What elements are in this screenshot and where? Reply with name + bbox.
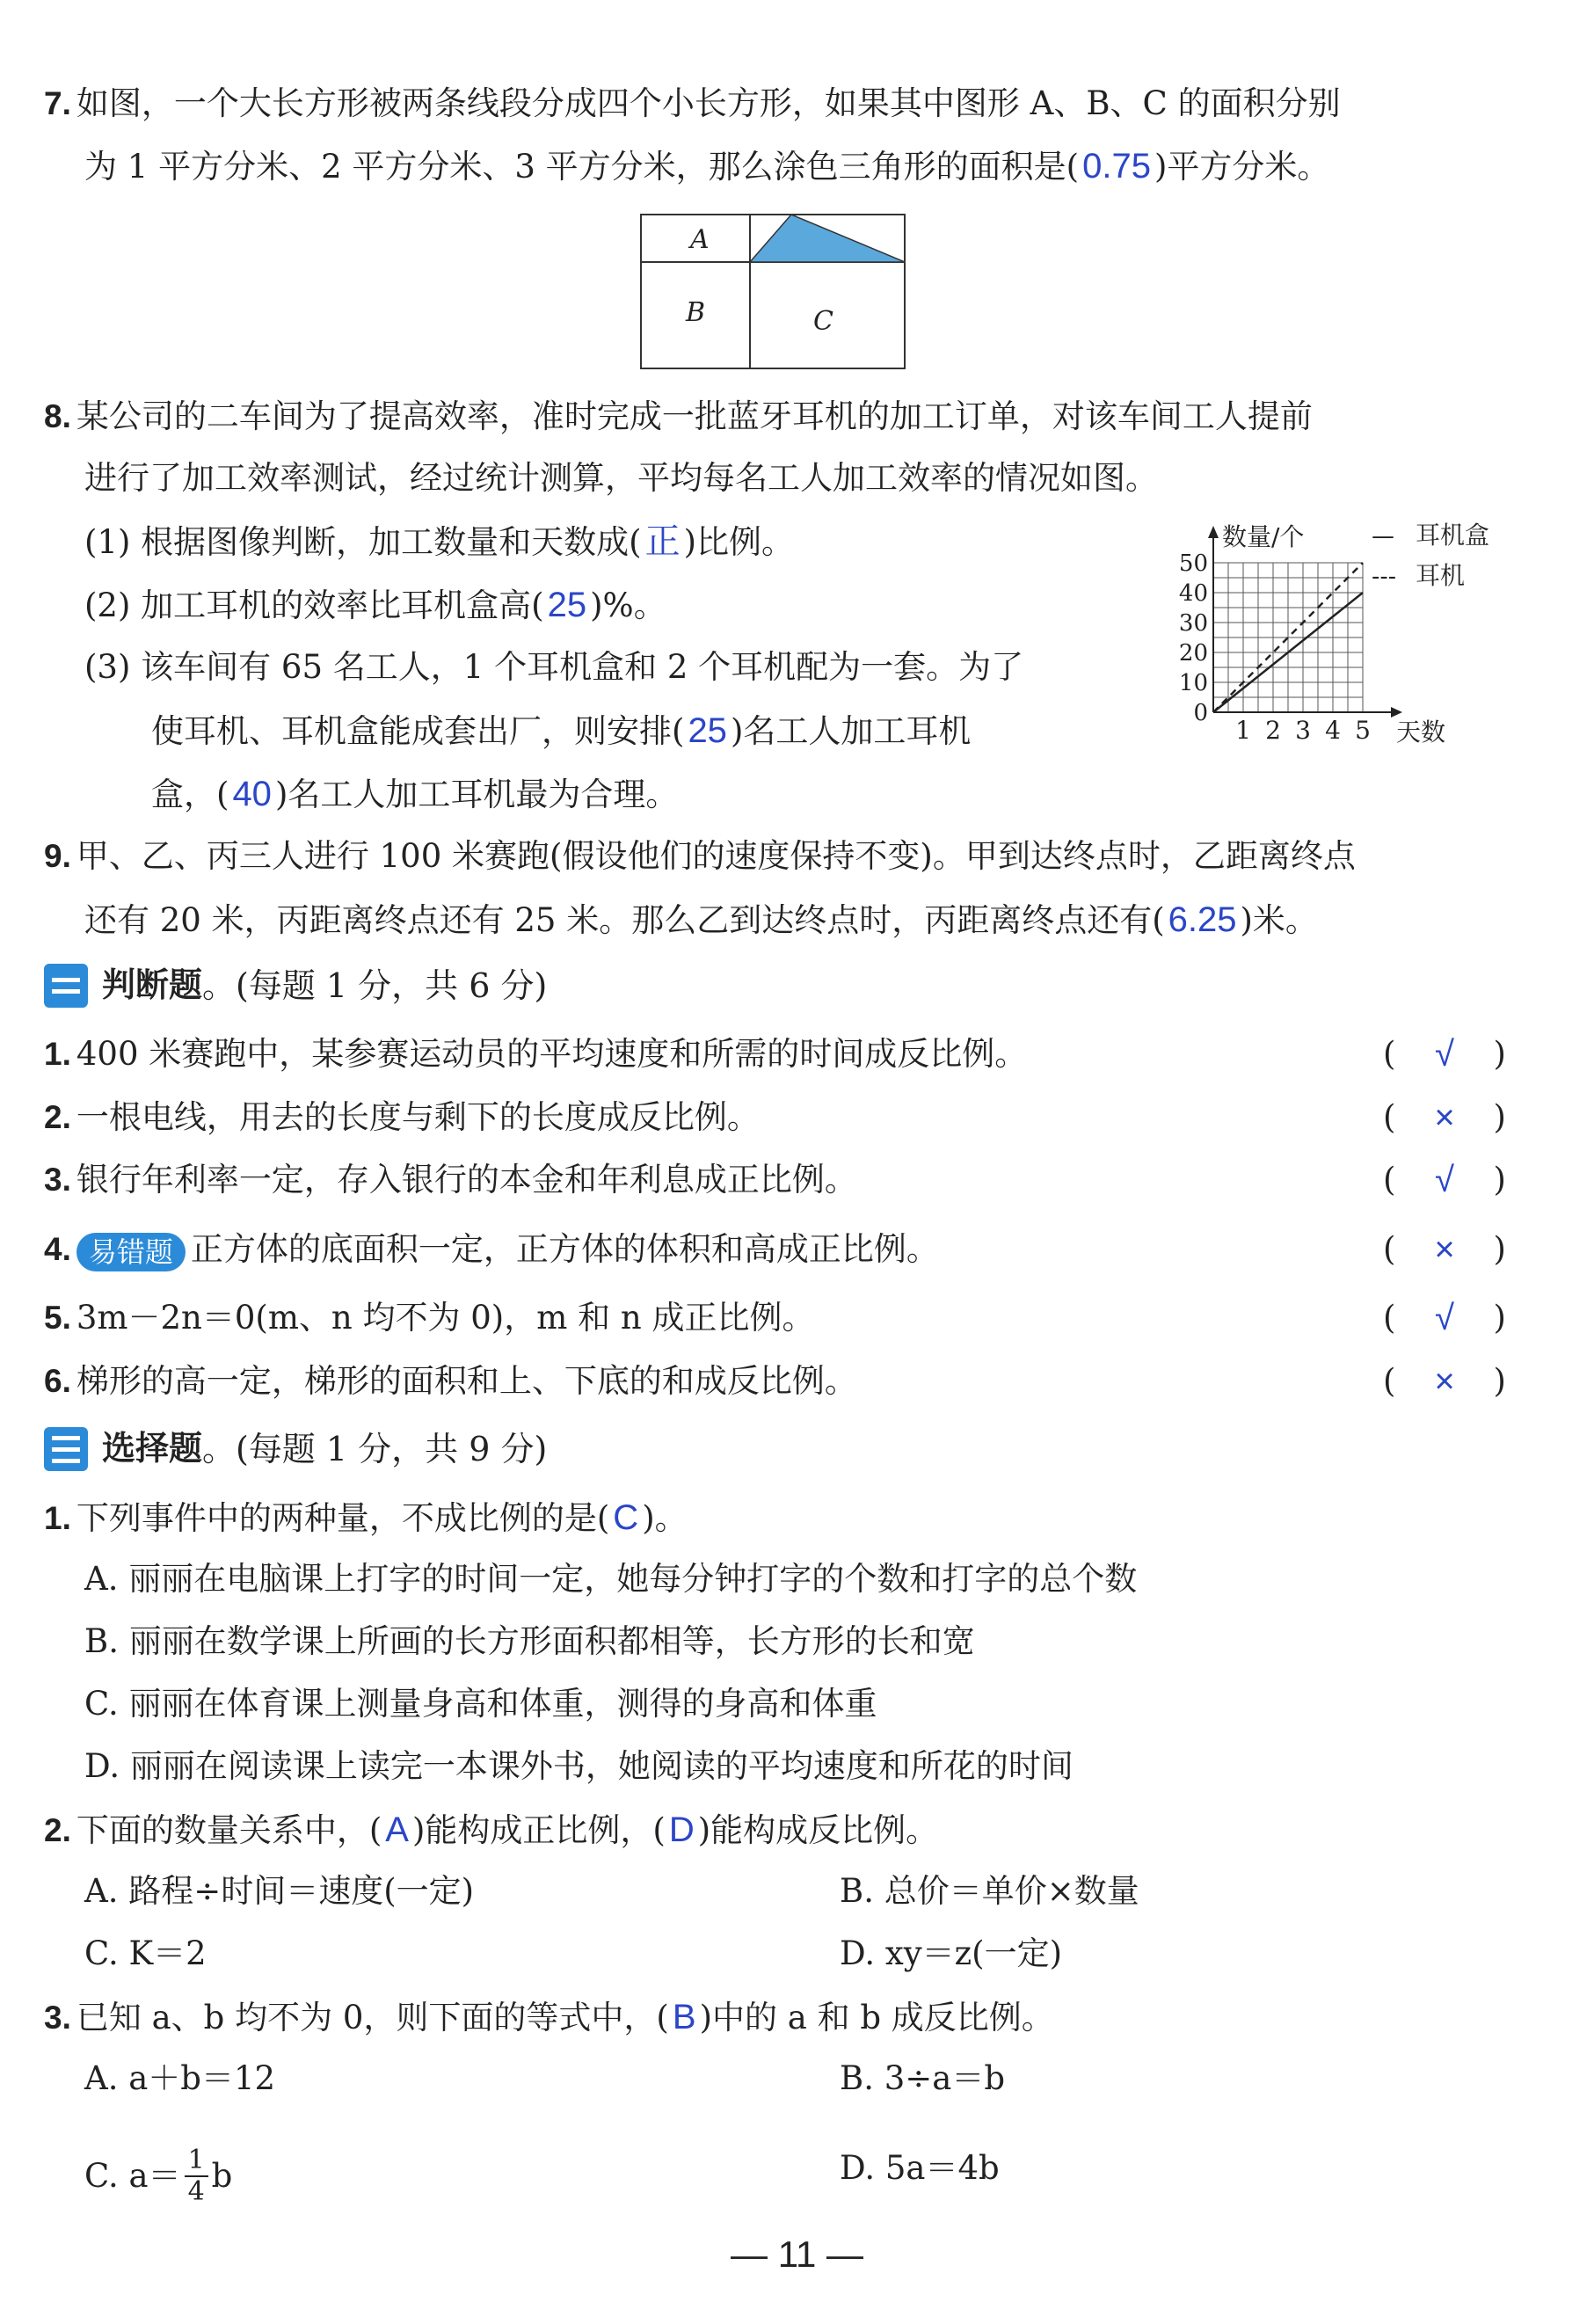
tf-answer: × xyxy=(1434,1230,1455,1269)
paren-open: ( xyxy=(1383,1098,1396,1136)
tf-text: 400 米赛跑中，某参赛运动员的平均速度和所需的时间成反比例。 xyxy=(76,1035,1028,1073)
q7-figure xyxy=(637,211,910,374)
mc-q2 xyxy=(44,1807,938,1854)
q8-line1 xyxy=(44,394,1313,440)
mc-q2-answer2: D xyxy=(668,1810,695,1849)
tf-mark-5 xyxy=(1383,1295,1506,1341)
label-a: A xyxy=(690,224,710,255)
y-axis-arrow xyxy=(1208,526,1219,538)
mc-q2-pre: 下面的数量关系中，( xyxy=(76,1811,382,1849)
q7-text-pre: 为 1 平方分米、2 平方分米、3 平方分米，那么涂色三角形的面积是( xyxy=(84,148,1080,186)
mc-q1-post: )。 xyxy=(642,1499,688,1537)
q8-p1-post: )比例。 xyxy=(683,523,795,561)
mc-num: 1. xyxy=(44,1500,71,1536)
section3-note: 。(每题 1 分，共 9 分) xyxy=(202,1430,548,1468)
mc-q1-answer: C xyxy=(613,1498,639,1537)
q8-part2 xyxy=(84,582,666,629)
mc-q2-answer1: A xyxy=(385,1810,409,1849)
tf-text: 银行年利率一定，存入银行的本金和年利息成正比例。 xyxy=(76,1161,857,1198)
tf-answer: × xyxy=(1434,1098,1455,1137)
tf-text: 3m－2n＝0(m、n 均不为 0)，m 和 n 成正比例。 xyxy=(76,1299,815,1337)
x-tick-label: 3 xyxy=(1295,716,1311,745)
error-prone-badge: 易错题 xyxy=(76,1233,186,1271)
y-tick-label: 40 xyxy=(1178,580,1208,607)
mc-num: 3. xyxy=(44,2000,71,2036)
paren-close: ) xyxy=(1493,1098,1506,1136)
tf-mark-4 xyxy=(1383,1227,1506,1272)
mc-q3-pre: 已知 a、b 均不为 0，则下面的等式中，( xyxy=(76,1999,669,2036)
tf-item-5 xyxy=(44,1295,814,1341)
q7-answer: 0.75 xyxy=(1082,147,1151,186)
q8-line2: 进行了加工效率测试，经过统计测算，平均每名工人加工效率的情况如图。 xyxy=(84,459,1158,497)
q9-pre: 还有 20 米，丙距离终点还有 25 米。那么乙到达终点时，丙距离终点还有( xyxy=(84,901,1165,939)
q8-p3-post2: )名工人加工耳机最为合理。 xyxy=(274,776,679,813)
y-axis-label: 数量/个 xyxy=(1222,522,1305,551)
y-tick-label: 30 xyxy=(1178,610,1208,637)
x-tick-label: 2 xyxy=(1265,716,1281,745)
mc-num: 2. xyxy=(44,1812,71,1848)
tf-num: 4. xyxy=(44,1231,71,1267)
legend-label: 耳机 xyxy=(1416,561,1466,590)
tf-num: 1. xyxy=(44,1036,71,1072)
q8-part3-line1: (3) 该车间有 65 名工人，1 个耳机盒和 2 个耳机配为一套。为了 xyxy=(84,648,1024,686)
legend-symbol: --- xyxy=(1372,564,1397,590)
tf-text: 正方体的底面积一定，正方体的体积和高成正比例。 xyxy=(190,1230,939,1268)
q8-p2-pre: (2) 加工耳机的效率比耳机盒高( xyxy=(84,586,544,624)
q7-line2 xyxy=(84,143,1329,190)
mc-q3-option-d: D. 5a＝4b xyxy=(840,2149,1000,2187)
q9-line1 xyxy=(44,834,1356,879)
tf-mark-6 xyxy=(1383,1359,1506,1404)
q8-text1: 某公司的二车间为了提高效率，准时完成一批蓝牙耳机的加工订单，对该车间工人提前 xyxy=(76,397,1313,435)
q8-p3-pre: 使耳机、耳机盒能成套出厂，则安排( xyxy=(151,712,685,750)
section3-header xyxy=(44,1424,547,1474)
paren-open: ( xyxy=(1383,1035,1396,1073)
mc-q2-option-b: B. 总价＝单价×数量 xyxy=(840,1872,1139,1910)
tf-item-2 xyxy=(44,1095,760,1140)
tf-num: 5. xyxy=(44,1300,71,1336)
section2-header xyxy=(44,961,547,1010)
mc-q3-answer: B xyxy=(672,1998,696,2036)
section3-icon xyxy=(44,1427,88,1471)
q8-p1-pre: (1) 根据图像判断，加工数量和天数成( xyxy=(84,523,642,561)
legend-label: 耳机盒 xyxy=(1416,521,1490,550)
q8-chart xyxy=(1152,519,1521,752)
x-tick-label: 5 xyxy=(1355,716,1371,745)
fraction xyxy=(185,2146,208,2207)
mc-q3 xyxy=(44,1994,1054,2041)
opt-c-post: b xyxy=(211,2157,233,2195)
tf-item-4 xyxy=(44,1227,939,1272)
tf-answer: √ xyxy=(1435,1299,1454,1337)
q8-p3-answer2: 40 xyxy=(232,775,272,813)
tf-num: 3. xyxy=(44,1162,71,1198)
x-axis-arrow xyxy=(1391,707,1402,718)
q8-p3-pre2: 盒，( xyxy=(151,776,229,813)
legend-symbol: — xyxy=(1372,523,1394,550)
tf-item-1 xyxy=(44,1031,1027,1077)
mc-q3-post: )中的 a 和 b 成反比例。 xyxy=(699,1999,1054,2036)
q8-number: 8. xyxy=(44,398,71,434)
q8-p1-answer: 正 xyxy=(644,522,681,561)
q9-answer: 6.25 xyxy=(1168,900,1237,939)
paren-close: ) xyxy=(1493,1161,1506,1198)
tf-mark-1 xyxy=(1383,1031,1506,1077)
paren-open: ( xyxy=(1383,1161,1396,1198)
mc-q2-mid: )能构成正比例，( xyxy=(411,1811,666,1849)
x-axis-label: 天数 xyxy=(1396,718,1446,747)
y-tick-label: 10 xyxy=(1178,670,1208,696)
paren-close: ) xyxy=(1493,1362,1506,1400)
q8-p2-answer: 25 xyxy=(547,586,587,624)
y-tick-label: 0 xyxy=(1193,700,1208,726)
q8-part3-line2 xyxy=(151,708,971,754)
q8-p3-post: )名工人加工耳机 xyxy=(730,712,972,750)
opt-c-pre: C. a＝ xyxy=(84,2157,181,2195)
tf-answer: × xyxy=(1434,1362,1455,1401)
section3-title: 选择题 xyxy=(102,1431,203,1468)
mc-q1-option-a: A. 丽丽在电脑课上打字的时间一定，她每分钟打字的个数和打字的总个数 xyxy=(84,1560,1138,1598)
q8-p2-post: )%。 xyxy=(590,586,666,624)
mc-q1-option-b: B. 丽丽在数学课上所画的长方形面积都相等，长方形的长和宽 xyxy=(84,1622,975,1660)
y-tick-label: 50 xyxy=(1178,550,1208,577)
q8-part3-line3 xyxy=(151,771,678,818)
paren-open: ( xyxy=(1383,1299,1396,1337)
paren-open: ( xyxy=(1383,1230,1396,1268)
label-c: C xyxy=(813,306,833,337)
paren-close: ) xyxy=(1493,1035,1506,1073)
mc-q1-pre: 下列事件中的两种量，不成比例的是( xyxy=(76,1499,610,1537)
tf-text: 一根电线，用去的长度与剩下的长度成反比例。 xyxy=(76,1098,760,1136)
mc-q2-post: )能构成反比例。 xyxy=(697,1811,939,1849)
mc-q2-option-c: C. K＝2 xyxy=(84,1934,207,1972)
mc-q2-option-a: A. 路程÷时间＝速度(一定) xyxy=(84,1872,475,1910)
tf-mark-3 xyxy=(1383,1157,1506,1203)
tf-item-6 xyxy=(44,1359,857,1404)
mc-q3-option-b: B. 3÷a＝b xyxy=(840,2059,1005,2097)
tf-num: 2. xyxy=(44,1099,71,1135)
fraction-numerator: 1 xyxy=(185,2146,208,2177)
mc-q3-option-a: A. a＋b＝12 xyxy=(84,2059,276,2097)
fraction-denominator: 4 xyxy=(187,2176,205,2207)
mc-q2-option-d: D. xy＝z(一定) xyxy=(840,1934,1063,1972)
tf-answer: √ xyxy=(1435,1035,1454,1074)
section2-icon xyxy=(44,964,88,1008)
section2-title: 判断题 xyxy=(102,967,203,1004)
page-number: — 11 — xyxy=(731,2233,863,2275)
mc-q1-option-d: D. 丽丽在阅读课上读完一本课外书，她阅读的平均速度和所花的时间 xyxy=(84,1747,1074,1785)
x-tick-label: 1 xyxy=(1235,716,1251,745)
paren-open: ( xyxy=(1383,1362,1396,1400)
tf-num: 6. xyxy=(44,1363,71,1399)
mc-q1 xyxy=(44,1495,688,1541)
tf-mark-2 xyxy=(1383,1095,1506,1140)
mc-q3-option-c xyxy=(84,2146,232,2207)
q7-line1 xyxy=(44,81,1341,127)
q7-text-post: )平方分米。 xyxy=(1154,148,1330,186)
q8-part1 xyxy=(84,519,794,565)
q9-post: )米。 xyxy=(1240,901,1318,939)
y-tick-label: 20 xyxy=(1178,640,1208,667)
tf-text: 梯形的高一定，梯形的面积和上、下底的和成反比例。 xyxy=(76,1362,857,1400)
paren-close: ) xyxy=(1493,1299,1506,1337)
tf-item-3 xyxy=(44,1157,857,1203)
section2-note: 。(每题 1 分，共 6 分) xyxy=(202,966,548,1005)
q9-line2 xyxy=(84,897,1318,943)
label-b: B xyxy=(686,297,706,328)
tf-answer: √ xyxy=(1435,1161,1454,1199)
q7-number: 7. xyxy=(44,85,71,121)
mc-q1-option-c: C. 丽丽在体育课上测量身高和体重，测得的身高和体重 xyxy=(84,1685,877,1723)
x-tick-label: 4 xyxy=(1325,716,1341,745)
q7-text: 如图，一个大长方形被两条线段分成四个小长方形，如果其中图形 A、B、C 的面积分别 xyxy=(76,84,1341,122)
q8-p3-answer1: 25 xyxy=(688,711,727,750)
q9-number: 9. xyxy=(44,838,71,874)
paren-close: ) xyxy=(1493,1230,1506,1268)
q9-text1: 甲、乙、丙三人进行 100 米赛跑(假设他们的速度保持不变)。甲到达终点时，乙距离终点 xyxy=(76,837,1356,875)
